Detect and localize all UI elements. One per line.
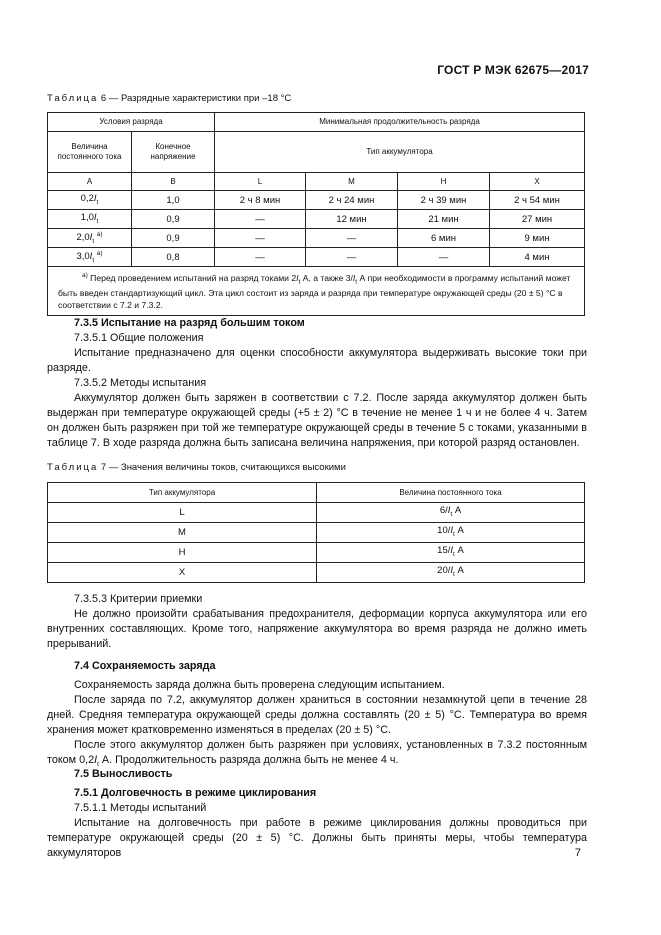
t6-header-battery-type: Тип аккумулятора <box>215 132 585 173</box>
table-row <box>48 191 585 210</box>
t6-l-cell: 2 ч 8 мин <box>215 191 306 210</box>
t7-header-type: Тип аккумулятора <box>48 483 317 503</box>
t6-current-cell: $3,0I_t$ $^{а)}$ <box>48 248 132 267</box>
t6-l-cell: — <box>215 229 306 248</box>
section-7-5 <box>47 767 587 861</box>
table7-caption-text: 7 — Значения величины токов, считающихся высокими <box>100 462 346 473</box>
paragraph: После этого аккумулятор должен быть разряжен при условиях, установленных в 7.3.2 постоянным током $0,2I_t$ А. Продолжительность разряда должна быть не менее 4 ч. <box>47 739 587 769</box>
section-7-4 <box>47 659 587 772</box>
t6-type-x: X <box>490 173 585 191</box>
t7-current-cell: $15/I_t$ А <box>317 543 585 563</box>
t7-current-cell: $6/I_t$ А <box>317 503 585 523</box>
paragraph: Не должно произойти срабатывания предохранителя, деформации корпуса аккумулятора или его внутренних составляющих. Кроме того, напряжение аккумулятора во время разряда не должно иметь прерываний. <box>47 608 587 650</box>
t6-current-cell: $2,0I_t$ $^{а)}$ <box>48 229 132 248</box>
table7-caption-word: Таблица <box>47 462 99 473</box>
section-heading: 7.5 Выносливость <box>74 768 173 780</box>
t6-x-cell: 4 мин <box>490 248 585 267</box>
t6-h-cell: — <box>398 248 490 267</box>
t6-header-current: Величина постоянного тока <box>48 132 132 173</box>
t6-voltage-cell: 0,9 <box>132 210 215 229</box>
t6-m-cell: 12 мин <box>306 210 398 229</box>
t6-type-m: M <box>306 173 398 191</box>
t6-footnote: $^{а)}$ Перед проведением испытаний на разряд токами $2I_t$ А, а также $3/I_t$ А при необходимости в программу испытаний может быть введен стандартизующий цикл. Эта цикл состоит из заряда и разряда при температуре окружающей среды (20 ± 5) °С в соответствии с 7.2 и 7.3.2. <box>48 267 585 316</box>
t7-type-cell: L <box>48 503 317 523</box>
t6-header-min-duration: Минимальная продолжительность разряда <box>215 113 585 132</box>
table-row <box>48 563 585 583</box>
t6-h-cell: 21 мин <box>398 210 490 229</box>
paragraph: Испытание предназначено для оценки способности аккумулятора выдерживать высокие токи при разряде. <box>47 347 587 374</box>
t6-header-conditions: Условия разряда <box>48 113 215 132</box>
t6-type-l: L <box>215 173 306 191</box>
page-number: 7 <box>574 847 581 859</box>
table6-caption <box>47 93 291 104</box>
table-row <box>48 543 585 563</box>
table7-caption <box>47 462 346 473</box>
t6-unit-voltage: В <box>132 173 215 191</box>
subsection-heading: 7.5.1.1 Методы испытаний <box>74 802 207 814</box>
t7-current-cell: $20/I_t$ А <box>317 563 585 583</box>
t6-unit-current: А <box>48 173 132 191</box>
document-code: ГОСТ Р МЭК 62675—2017 <box>437 63 589 77</box>
table6 <box>47 112 585 316</box>
t6-h-cell: 2 ч 39 мин <box>398 191 490 210</box>
t6-voltage-cell: 0,8 <box>132 248 215 267</box>
section-7-3-5-3 <box>47 592 587 652</box>
paragraph: Аккумулятор должен быть заряжен в соответствии с 7.2. После заряда аккумулятор должен быть выдержан при температуре окружающей среды (+5 ± 2) °С в течение не менее 1 ч и не более 4 ч. Затем он должен быть разряжен при той же температуре окружающей среды в течение 5 с токами, указанными в таблице 7. В ходе разряда должна быть записана величина напряжения, при которой разряд остановлен. <box>47 392 587 449</box>
table6-caption-text: 6 — Разрядные характеристики при –18 °С <box>100 93 292 104</box>
table-row <box>48 210 585 229</box>
table6-caption-word: Таблица <box>47 93 99 104</box>
t6-m-cell: — <box>306 248 398 267</box>
t7-type-cell: X <box>48 563 317 583</box>
table-row <box>48 248 585 267</box>
paragraph: Испытание на долговечность при работе в режиме циклирования должны проводиться при температуре окружающей среды (20 ± 5) °С. Должны быть приняты меры, чтобы температура аккумуляторов <box>47 817 587 859</box>
t6-header-end-voltage: Конечное напряжение <box>132 132 215 173</box>
t6-l-cell: — <box>215 248 306 267</box>
t6-m-cell: — <box>306 229 398 248</box>
subsection-heading: 7.3.5.1 Общие положения <box>74 332 204 344</box>
t6-h-cell: 6 мин <box>398 229 490 248</box>
t6-x-cell: 27 мин <box>490 210 585 229</box>
section-subheading: 7.5.1 Долговечность в режиме циклирования <box>74 787 317 799</box>
t6-voltage-cell: 0,9 <box>132 229 215 248</box>
table-row <box>48 229 585 248</box>
t6-l-cell: — <box>215 210 306 229</box>
paragraph: После заряда по 7.2, аккумулятор должен храниться в состоянии незамкнутой цепи в течение 28 дней. Средняя температура окружающей среды должна составлять (20 ± 5) °С. Температура во время хранения может кратковременно изменяться в пределах (20 ± 5) °С. <box>47 694 587 736</box>
t6-current-cell: $1,0I_t$ <box>48 210 132 229</box>
footnote-mark: а) <box>82 272 88 280</box>
t7-header-current: Величина постоянного тока <box>317 483 585 503</box>
t6-current-cell: $0,2I_t$ <box>48 191 132 210</box>
section-heading: 7.3.5 Испытание на разряд большим током <box>74 317 305 329</box>
t6-voltage-cell: 1,0 <box>132 191 215 210</box>
subsection-heading: 7.3.5.2 Методы испытания <box>74 377 207 389</box>
t6-type-h: H <box>398 173 490 191</box>
t7-current-cell: $10/I_t$ А <box>317 523 585 543</box>
table-row <box>48 523 585 543</box>
t6-m-cell: 2 ч 24 мин <box>306 191 398 210</box>
t7-type-cell: M <box>48 523 317 543</box>
section-7-3-5 <box>47 316 587 451</box>
section-heading: 7.4 Сохраняемость заряда <box>74 660 216 672</box>
table-row <box>48 503 585 523</box>
subsection-heading: 7.3.5.3 Критерии приемки <box>74 593 203 605</box>
paragraph: Сохраняемость заряда должна быть проверена следующим испытанием. <box>74 679 445 691</box>
t6-x-cell: 9 мин <box>490 229 585 248</box>
table7 <box>47 482 585 583</box>
t7-type-cell: H <box>48 543 317 563</box>
t6-x-cell: 2 ч 54 мин <box>490 191 585 210</box>
